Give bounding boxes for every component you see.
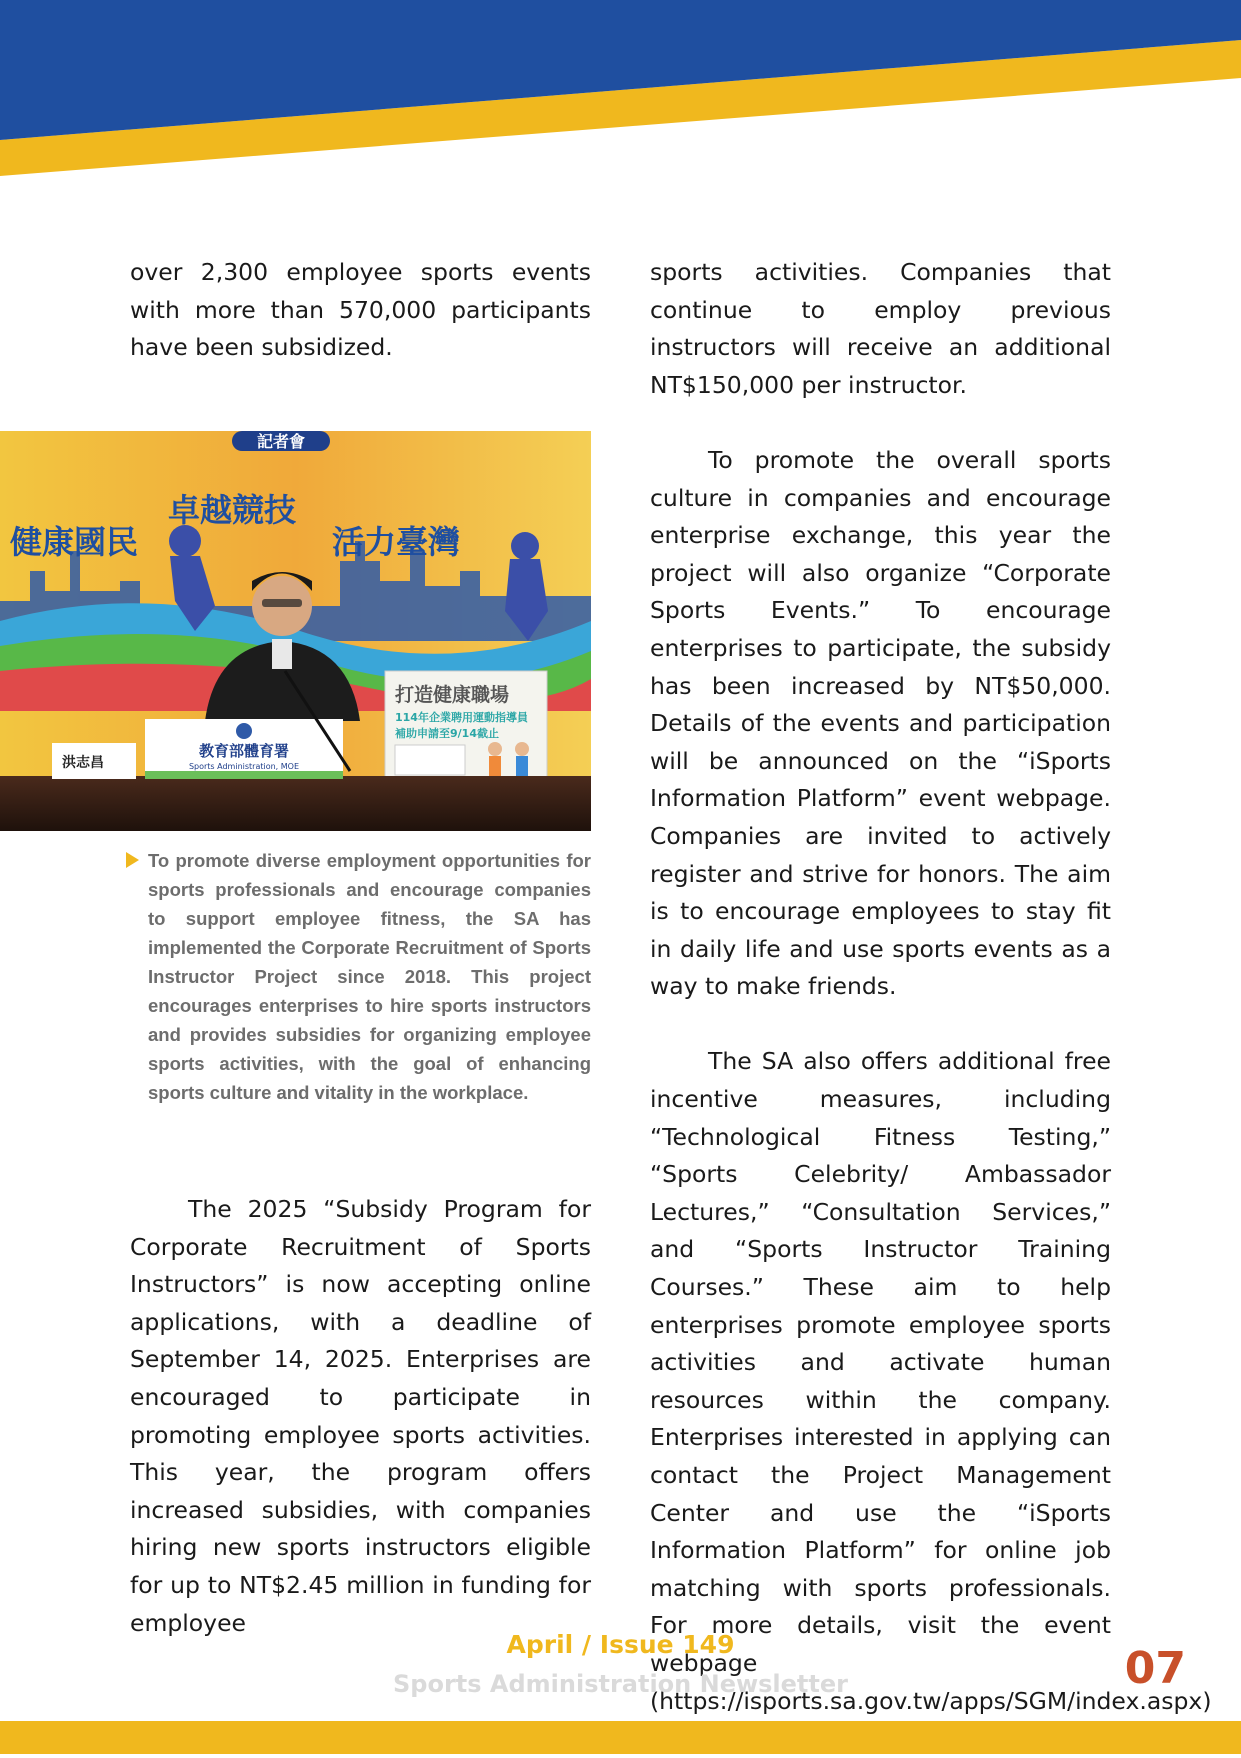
banner-text-3: 活力臺灣 <box>332 523 461 561</box>
nameplate-text: 洪志昌 <box>62 755 104 771</box>
top-badge-text: 記者會 <box>256 432 306 451</box>
paragraph: The 2025 “Subsidy Program for Corporate Recruitment of Sports Instructors” is now accepting online applications, with a deadline of September 14, 2025. Enterprises are encouraged to participate in promoting employee sports activities. This year, the program offers increased subsidies, with companies hiring new sports instructors eligible for up to NT$2.45 million in funding for employee <box>130 1195 591 1637</box>
footer-bar <box>0 1721 1241 1754</box>
caption-text: To promote diverse employment opportunities for sports professionals and encourage companies to support employee fitness, the SA has implemented the Corporate Recruitment of Sports Instructor Project since 2018. This project encourages enterprises to hire sports instructors and provides subsidies for organizing employee sports activities, with the goal of enhancing sports culture and vitality in the workplace. <box>148 850 591 1103</box>
left-column-bottom <box>130 1191 591 1642</box>
paragraph: To promote the overall sports culture in companies and encourage enterprise exchange, this year the project will also organize “Corporate Sports Events.” To encourage enterprises to participate, the subsidy has been increased by NT$50,000. Details of the events and participation will be announced on the “iSports Information Platform” event webpage. Companies are invited to actively register and strive for honors. The aim is to encourage employees to stay fit in daily life and use sports events as a way to make friends. <box>650 445 1111 1001</box>
sign-subtitle-2: 補助申請至9/14截止 <box>395 727 499 740</box>
left-column-top <box>130 254 591 367</box>
banner-text-1: 健康國民 <box>10 523 139 561</box>
press-conference-photo <box>0 431 591 831</box>
sign-subtitle: 114年企業聘用運動指導員 <box>395 711 528 724</box>
footer-newsletter-title: Sports Administration Newsletter <box>392 1670 848 1698</box>
banner-text-2: 卓越競技 <box>168 491 297 529</box>
header-banner <box>0 0 1241 180</box>
footer-issue: April / Issue 149 <box>506 1630 735 1659</box>
paragraph: The SA also offers additional free incentive measures, including “Technological Fitness Testing,” “Sports Celebrity/ Ambassador Lectures,” “Consultation Services,” and “Sports Instructor Training Courses.” These aim to help enterprises promote employee sports activities and activate human resources within the company. Enterprises interested in applying can contact the Project Management Center and use the “iSports Information Platform” for online job matching with sports professionals. For more details, visit the event webpage (https://isports.sa.gov.tw/apps/SGM/index.aspx) <box>650 1047 1212 1715</box>
page-number: 07 <box>1124 1643 1186 1694</box>
podium-label: 教育部體育署 <box>198 742 290 760</box>
sign-title: 打造健康職場 <box>395 684 510 706</box>
paragraph: sports activities. Companies that continue to employ previous instructors will receive an additional NT$150,000 per instructor. <box>650 258 1111 399</box>
paragraph: over 2,300 employee sports events with more than 570,000 participants have been subsidized. <box>130 258 591 362</box>
podium-sub: Sports Administration, MOE <box>188 762 300 771</box>
photo-caption <box>126 846 591 1107</box>
